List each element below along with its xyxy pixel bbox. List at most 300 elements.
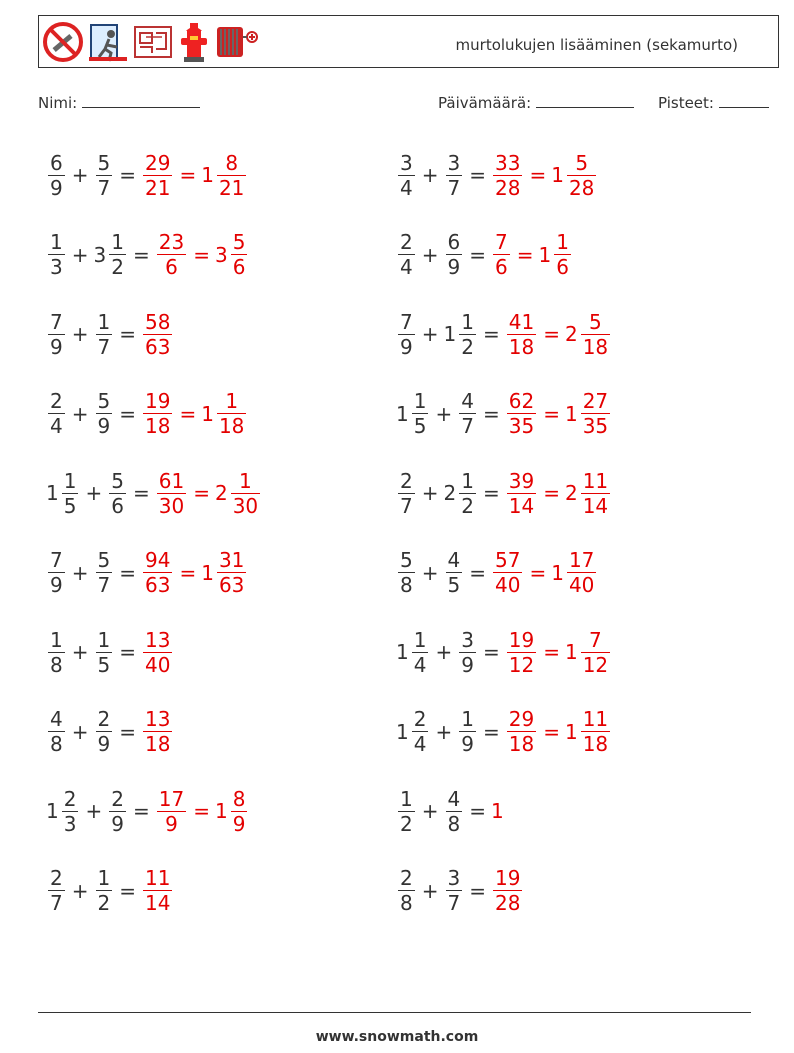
evacuation-plan-icon [132, 21, 174, 63]
numerator: 1 [111, 230, 124, 254]
equals-sign: = [482, 481, 500, 505]
improper-fraction [507, 310, 536, 359]
denominator: 8 [400, 891, 413, 915]
denominator: 7 [50, 891, 63, 915]
problem-2 [396, 140, 598, 210]
numerator: 62 [508, 389, 535, 413]
whole-number: 1 [46, 799, 59, 823]
numerator: 3 [447, 866, 461, 890]
plus-sign: + [71, 322, 89, 346]
numerator: 1 [556, 230, 569, 254]
improper-fraction [507, 469, 536, 518]
denominator: 18 [508, 334, 535, 359]
numerator: 5 [232, 230, 246, 254]
improper-fraction [143, 389, 172, 438]
left-operand [46, 628, 67, 677]
denominator: 6 [232, 255, 246, 279]
fire-hose-reel-icon [214, 21, 260, 63]
fraction [446, 866, 463, 915]
mixed-whole: 1 [551, 560, 564, 585]
fraction [398, 866, 415, 915]
denominator: 2 [461, 493, 474, 518]
mixed-whole: 2 [564, 481, 578, 505]
right-operand [94, 866, 115, 915]
mixed-fraction [231, 469, 260, 518]
mixed-fraction [581, 310, 610, 359]
fraction [459, 628, 476, 677]
denominator: 18 [508, 732, 535, 756]
fraction [459, 469, 476, 518]
equals-sign: = [543, 719, 560, 744]
fraction [62, 787, 79, 836]
mixed-fraction [554, 230, 571, 279]
denominator: 5 [97, 652, 111, 677]
equals-sign: = [482, 719, 500, 744]
whole-number: 1 [396, 401, 409, 426]
whole-number: 3 [93, 242, 107, 267]
left-operand [46, 866, 67, 915]
numerator: 6 [447, 230, 461, 254]
fraction [398, 548, 415, 597]
denominator: 5 [63, 493, 77, 518]
answer [505, 389, 612, 438]
equals-sign: = [179, 560, 197, 585]
answer [505, 469, 612, 518]
numerator: 2 [400, 468, 413, 493]
fraction [96, 548, 113, 597]
improper-fraction [157, 469, 186, 518]
answer [491, 866, 524, 915]
left-operand [46, 310, 67, 359]
denominator: 12 [582, 652, 609, 677]
mixed-whole: 1 [564, 719, 578, 744]
right-operand [444, 787, 465, 836]
fraction [398, 310, 415, 359]
fraction [459, 310, 476, 359]
fraction [412, 389, 429, 438]
numerator: 5 [111, 468, 124, 493]
denominator: 63 [145, 573, 171, 597]
denominator: 4 [400, 255, 413, 279]
left-operand [46, 151, 67, 200]
improper-fraction [507, 628, 536, 677]
mixed-whole: 1 [201, 401, 214, 426]
problem-15 [46, 697, 174, 767]
left-operand [46, 787, 80, 836]
mixed-fraction [217, 389, 246, 438]
mixed-fraction [217, 548, 246, 597]
mixed-fraction [567, 548, 596, 597]
answer [491, 799, 504, 823]
numerator: 13 [145, 627, 171, 652]
plus-sign: + [435, 401, 453, 426]
left-operand [46, 707, 67, 756]
denominator: 3 [63, 811, 77, 836]
right-operand [444, 548, 465, 597]
right-operand [457, 707, 478, 756]
right-operand [444, 866, 465, 915]
numerator: 57 [495, 548, 521, 572]
numerator: 8 [225, 150, 239, 175]
answer [491, 151, 598, 200]
mixed-whole: 1 [201, 163, 214, 187]
problem-20 [396, 856, 524, 926]
numerator: 2 [413, 707, 427, 731]
improper-fraction [493, 151, 522, 200]
equals-sign: = [469, 242, 486, 267]
mixed-whole: 1 [564, 640, 578, 664]
denominator: 9 [97, 414, 111, 438]
equals-sign: = [132, 242, 150, 267]
numerator: 39 [508, 468, 535, 493]
numerator: 2 [63, 786, 77, 811]
denominator: 7 [97, 175, 111, 200]
numerator: 2 [50, 389, 63, 413]
right-operand [94, 151, 115, 200]
right-operand [94, 548, 115, 597]
plus-sign: + [421, 242, 439, 267]
numerator: 3 [400, 150, 413, 175]
numerator: 2 [50, 866, 63, 890]
right-operand [457, 628, 478, 677]
denominator: 18 [582, 334, 609, 359]
score-label: Pisteet: [658, 94, 714, 112]
numerator: 1 [461, 468, 474, 493]
mixed-fraction [581, 389, 610, 438]
equals-sign: = [193, 799, 210, 823]
plus-sign: + [71, 163, 89, 187]
denominator: 30 [232, 493, 259, 518]
answer [505, 707, 612, 756]
numerator: 4 [461, 389, 474, 413]
fraction [62, 469, 79, 518]
plus-sign: + [85, 481, 103, 505]
equals-sign: = [543, 401, 560, 426]
equals-sign: = [529, 163, 547, 187]
mixed-whole: 1 [551, 163, 564, 187]
numerator: 8 [232, 786, 246, 811]
answer [141, 707, 174, 756]
denominator: 8 [50, 732, 63, 756]
plus-sign: + [85, 799, 103, 823]
plus-sign: + [421, 322, 439, 346]
equals-sign: = [469, 799, 486, 823]
numerator: 1 [225, 389, 239, 413]
right-operand [94, 310, 115, 359]
denominator: 7 [400, 493, 413, 518]
problem-6 [396, 299, 612, 369]
numerator: 58 [145, 309, 171, 334]
improper-fraction [507, 707, 536, 756]
denominator: 18 [145, 414, 171, 438]
numerator: 33 [495, 150, 521, 175]
problem-18 [396, 776, 504, 846]
problem-7 [46, 379, 248, 449]
denominator: 9 [50, 573, 63, 597]
name-label: Nimi: [38, 94, 78, 112]
improper-fraction [493, 230, 510, 279]
improper-fraction [143, 548, 172, 597]
numerator: 1 [63, 468, 77, 493]
plus-sign: + [435, 719, 453, 744]
score-line [719, 94, 769, 108]
numerator: 7 [50, 548, 63, 572]
fraction [96, 310, 113, 359]
numerator: 2 [97, 707, 111, 731]
equals-sign: = [543, 640, 560, 664]
equals-sign: = [482, 401, 500, 426]
right-operand [457, 389, 478, 438]
plus-sign: + [435, 640, 453, 664]
denominator: 14 [582, 493, 609, 518]
equals-sign: = [482, 322, 500, 346]
problem-16 [396, 697, 612, 767]
mixed-fraction [581, 469, 610, 518]
worksheet-header [38, 15, 779, 68]
denominator: 21 [145, 175, 171, 200]
mixed-fraction [231, 787, 248, 836]
footer-url: www.snowmath.com [315, 1029, 479, 1045]
numerator: 2 [111, 786, 124, 811]
numerator: 13 [145, 707, 171, 731]
problem-13 [46, 617, 174, 687]
denominator: 8 [400, 573, 413, 597]
denominator: 8 [447, 811, 461, 836]
left-operand [396, 548, 417, 597]
left-operand [396, 230, 417, 279]
fraction [48, 230, 65, 279]
plus-sign: + [71, 242, 89, 267]
denominator: 6 [165, 255, 178, 279]
answer [141, 628, 174, 677]
safety-icons [42, 21, 260, 63]
left-operand [396, 310, 417, 359]
equals-sign: = [529, 560, 547, 585]
numerator: 27 [582, 389, 609, 413]
denominator: 8 [50, 652, 63, 677]
denominator: 18 [582, 732, 609, 756]
right-operand [94, 230, 128, 279]
denominator: 14 [508, 493, 535, 518]
problem-8 [396, 379, 612, 449]
numerator: 1 [97, 866, 111, 890]
numerator: 29 [508, 707, 535, 731]
numerator: 3 [461, 627, 474, 652]
numerator: 11 [145, 866, 171, 890]
denominator: 2 [461, 334, 474, 359]
problem-5 [46, 299, 174, 369]
fraction [459, 707, 476, 756]
denominator: 28 [568, 175, 595, 200]
denominator: 35 [508, 414, 535, 438]
equals-sign: = [119, 719, 136, 744]
equals-sign: = [119, 640, 136, 664]
mixed-fraction [581, 628, 610, 677]
numerator: 4 [447, 548, 461, 572]
right-operand [107, 787, 128, 836]
numerator: 7 [50, 309, 63, 334]
denominator: 6 [495, 255, 508, 279]
fraction [398, 787, 415, 836]
mixed-whole: 1 [201, 560, 214, 585]
left-operand [396, 628, 430, 677]
answer-whole: 1 [491, 799, 504, 823]
right-operand [94, 389, 115, 438]
denominator: 40 [495, 573, 521, 597]
denominator: 2 [111, 255, 124, 279]
whole-number: 1 [46, 481, 59, 505]
date-label: Päivämäärä: [438, 94, 532, 112]
mixed-fraction [567, 151, 596, 200]
fraction [96, 151, 113, 200]
denominator: 40 [145, 652, 171, 677]
denominator: 7 [447, 891, 461, 915]
date-line [536, 94, 634, 108]
denominator: 9 [111, 811, 124, 836]
numerator: 5 [589, 309, 602, 334]
improper-fraction [493, 548, 522, 597]
plus-sign: + [421, 799, 439, 823]
improper-fraction [143, 707, 172, 756]
denominator: 5 [447, 573, 461, 597]
numerator: 5 [400, 548, 413, 572]
numerator: 5 [97, 389, 111, 413]
answer [155, 787, 250, 836]
fraction [96, 389, 113, 438]
numerator: 5 [97, 150, 111, 175]
denominator: 9 [97, 732, 111, 756]
denominator: 2 [400, 811, 413, 836]
fraction [398, 230, 415, 279]
right-operand [444, 151, 465, 200]
fraction [96, 628, 113, 677]
equals-sign: = [193, 481, 210, 505]
denominator: 7 [461, 414, 474, 438]
equals-sign: = [516, 242, 534, 267]
mixed-fraction [231, 230, 248, 279]
denominator: 4 [50, 414, 63, 438]
fraction [48, 151, 65, 200]
numerator: 2 [400, 230, 413, 254]
name-field [38, 94, 200, 112]
fraction [412, 628, 429, 677]
name-line [82, 94, 200, 108]
equals-sign: = [119, 401, 136, 426]
denominator: 3 [50, 255, 63, 279]
numerator: 1 [97, 627, 111, 652]
equals-sign: = [543, 481, 560, 505]
denominator: 9 [461, 732, 474, 756]
left-operand [396, 469, 417, 518]
right-operand [444, 310, 478, 359]
mixed-whole: 3 [214, 242, 228, 267]
fraction [109, 787, 126, 836]
problem-10 [396, 458, 612, 528]
equals-sign: = [119, 322, 136, 346]
mixed-fraction [217, 151, 246, 200]
answer [141, 866, 174, 915]
right-operand [107, 469, 128, 518]
answer [141, 310, 174, 359]
plus-sign: + [421, 481, 439, 505]
numerator: 94 [145, 548, 171, 572]
equals-sign: = [482, 640, 500, 664]
fraction [48, 628, 65, 677]
fraction [109, 230, 126, 279]
right-operand [94, 707, 115, 756]
fraction [446, 548, 463, 597]
answer [155, 230, 250, 279]
equals-sign: = [119, 878, 136, 903]
problem-3 [46, 220, 249, 290]
left-operand [396, 707, 430, 756]
mixed-whole: 1 [564, 401, 578, 426]
numerator: 29 [145, 150, 171, 175]
fraction [96, 866, 113, 915]
plus-sign: + [421, 163, 439, 187]
answer [505, 310, 612, 359]
numerator: 1 [400, 786, 413, 811]
denominator: 9 [165, 811, 178, 836]
improper-fraction [493, 866, 522, 915]
answer [141, 389, 248, 438]
denominator: 6 [556, 255, 569, 279]
numerator: 1 [50, 627, 63, 652]
answer [141, 151, 248, 200]
numerator: 11 [582, 707, 609, 731]
fire-hydrant-icon [177, 21, 211, 63]
improper-fraction [157, 230, 186, 279]
date-field [438, 94, 634, 112]
left-operand [396, 787, 417, 836]
denominator: 4 [413, 652, 427, 677]
numerator: 1 [461, 309, 474, 334]
plus-sign: + [71, 640, 89, 664]
mixed-whole: 1 [538, 242, 552, 267]
score-field [658, 94, 769, 112]
mixed-whole: 1 [214, 799, 228, 823]
numerator: 11 [582, 468, 609, 493]
equals-sign: = [179, 401, 197, 426]
plus-sign: + [71, 878, 89, 903]
improper-fraction [143, 310, 172, 359]
answer [155, 469, 262, 518]
fraction [48, 548, 65, 597]
denominator: 35 [582, 414, 609, 438]
denominator: 9 [461, 652, 474, 677]
numerator: 1 [461, 707, 474, 731]
whole-number: 1 [396, 719, 409, 744]
denominator: 21 [218, 175, 245, 200]
mixed-whole: 2 [564, 322, 578, 346]
fraction [48, 389, 65, 438]
numerator: 7 [400, 309, 413, 334]
equals-sign: = [132, 481, 150, 505]
denominator: 14 [145, 891, 171, 915]
denominator: 63 [218, 573, 245, 597]
problem-17 [46, 776, 249, 846]
denominator: 4 [400, 175, 413, 200]
denominator: 28 [495, 175, 521, 200]
denominator: 18 [145, 732, 171, 756]
numerator: 5 [575, 150, 589, 175]
answer [141, 548, 248, 597]
problem-12 [396, 538, 598, 608]
right-operand [444, 230, 465, 279]
plus-sign: + [421, 878, 439, 903]
right-operand [444, 469, 478, 518]
denominator: 5 [413, 414, 427, 438]
